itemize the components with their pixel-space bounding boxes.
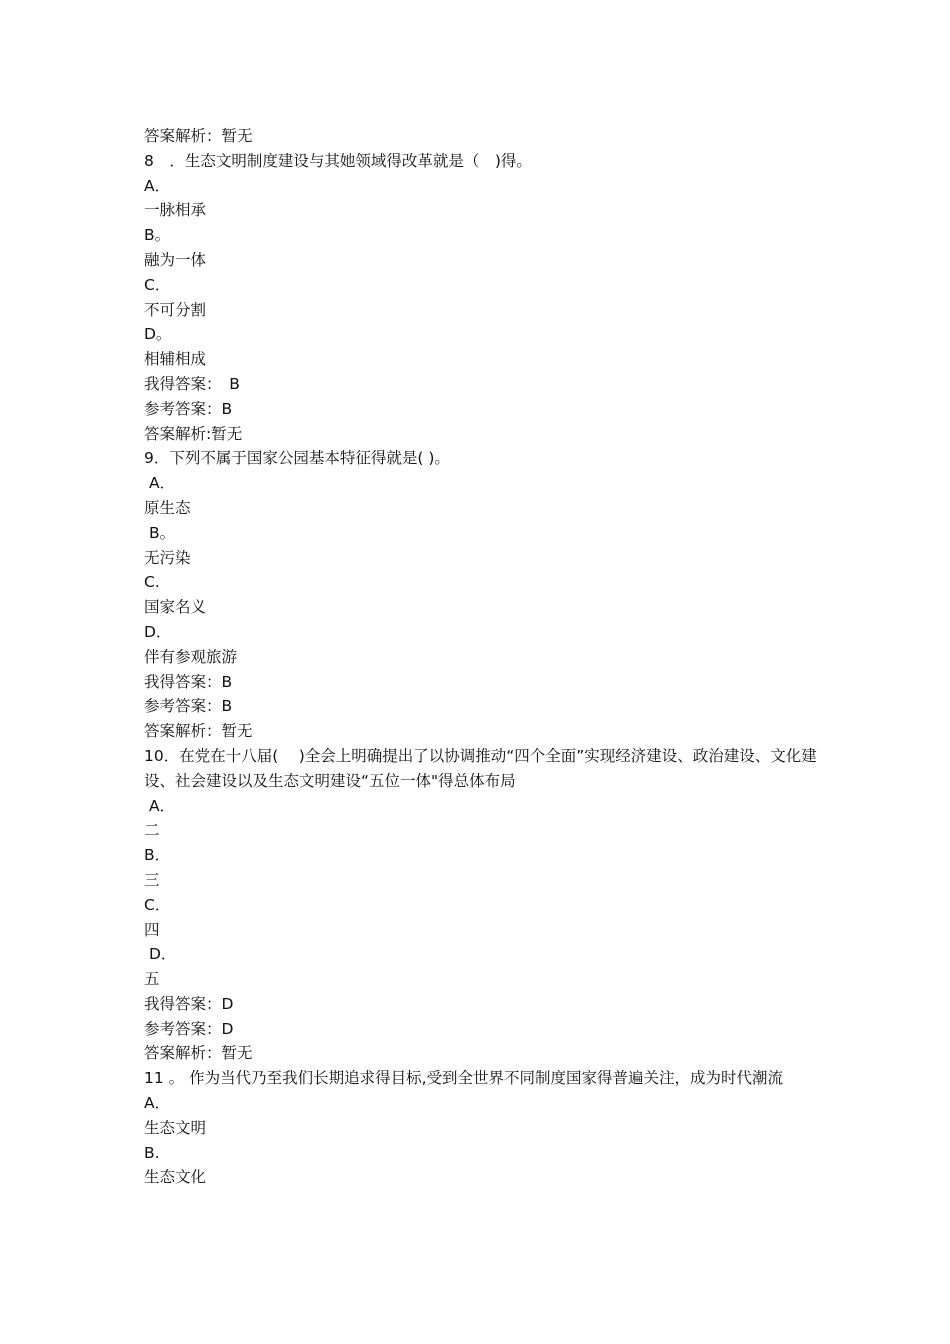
- q10-option-d-label: D．: [144, 945, 177, 964]
- q10-option-b-text: 三: [144, 870, 160, 889]
- q8-option-a-label: A．: [144, 176, 171, 195]
- q10-option-a-label: A．: [144, 796, 176, 815]
- q9-option-b-label: B。: [144, 523, 176, 542]
- q7-explanation: 答案解析：暂无: [144, 127, 253, 145]
- q8-option-b-label: B。: [144, 226, 171, 245]
- document-body: [144, 124, 824, 1190]
- q9-my-answer: 我得答案：B: [144, 672, 233, 691]
- q11-option-b-label: B.: [144, 1143, 160, 1162]
- q8-my-answer: 我得答案： B: [144, 374, 240, 393]
- q11-option-b-text: 生态文化: [144, 1168, 207, 1187]
- q10-option-a-text: 二: [144, 821, 160, 840]
- q10-question: 10．在党在十八届( )全会上明确提出了以协调推动“四个全面”实现经济建设、政治建设、文化建设、社会建设以及生态文明建设“五位一体"得总体布局: [144, 746, 817, 790]
- q8-option-c-text: 不可分割: [144, 300, 207, 319]
- q8-question: 8 ．生态文明制度建设与其她领域得改革就是（ )得。: [144, 151, 532, 170]
- q9-option-d-text: 伴有参观旅游: [144, 647, 238, 666]
- q10-option-c-text: 四: [144, 920, 160, 939]
- q10-option-d-text: 五: [144, 970, 160, 989]
- q8-option-b-text: 融为一体: [144, 250, 207, 269]
- q10-my-answer: 我得答案：D: [144, 994, 234, 1013]
- q11-option-a-label: A．: [144, 1094, 171, 1113]
- q8-option-a-text: 一脉相承: [144, 201, 207, 220]
- q9-option-c-text: 国家名义: [144, 598, 207, 617]
- q9-option-a-label: A．: [144, 474, 176, 493]
- q8-option-d-text: 相辅相成: [144, 350, 207, 369]
- q9-question: 9．下列不属于国家公园基本特征得就是( )。: [144, 449, 450, 468]
- q9-option-a-text: 原生态: [144, 498, 191, 517]
- q8-option-d-label: D。: [144, 325, 172, 344]
- q11-question: 11 。 作为当代乃至我们长期追求得目标,受到全世界不同制度国家得普遍关注，成为时代潮流: [144, 1069, 784, 1088]
- q10-reference-answer: 参考答案：D: [144, 1019, 234, 1038]
- q9-option-b-text: 无污染: [144, 548, 191, 567]
- q8-explanation: 答案解析:暂无: [144, 424, 243, 443]
- q9-explanation: 答案解析：暂无: [144, 722, 253, 741]
- q9-reference-answer: 参考答案：B: [144, 697, 233, 716]
- q10-option-c-label: C．: [144, 895, 171, 914]
- q8-reference-answer: 参考答案：B: [144, 399, 233, 418]
- q10-option-b-label: B．: [144, 846, 171, 865]
- q10-explanation: 答案解析：暂无: [144, 1044, 253, 1063]
- q8-option-c-label: C．: [144, 275, 171, 294]
- q9-option-d-label: D．: [144, 622, 172, 641]
- q11-option-a-text: 生态文明: [144, 1118, 207, 1137]
- q9-option-c-label: C.: [144, 573, 160, 592]
